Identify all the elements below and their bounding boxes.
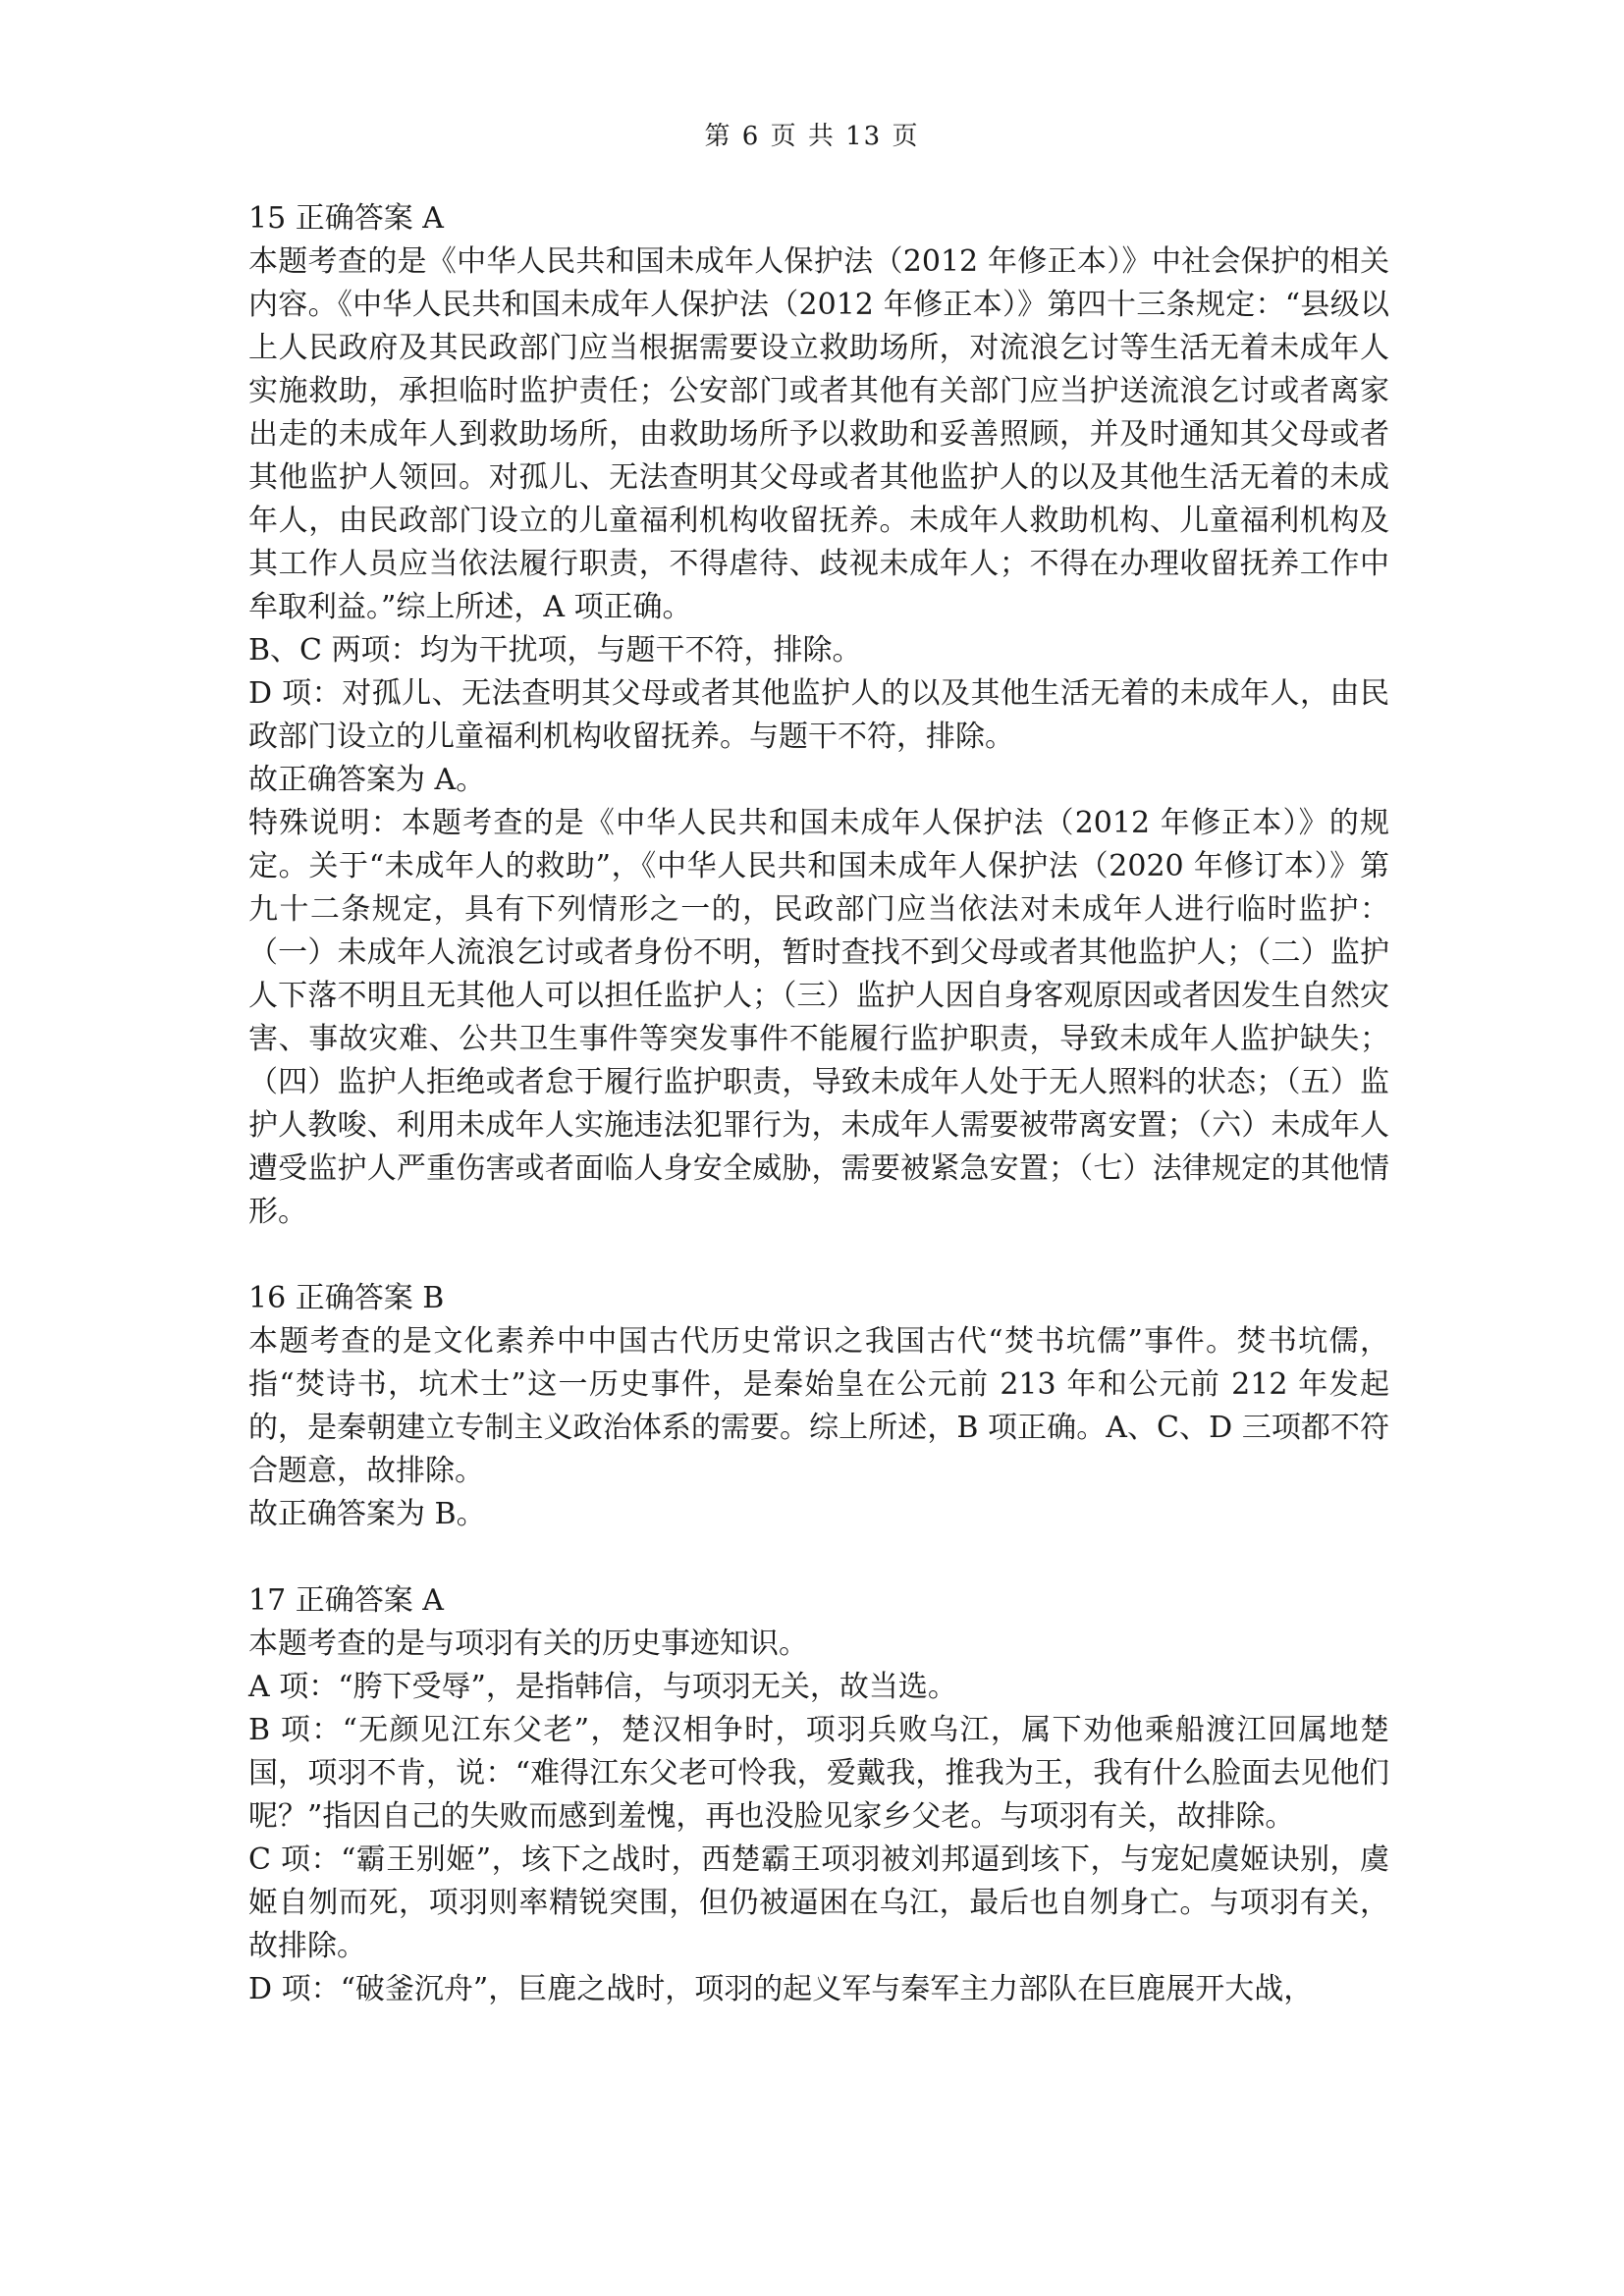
answer-title: 15 正确答案 A <box>248 201 444 236</box>
option-analysis: B 项：“无颜见江东父老”，楚汉相争时，项羽兵败乌江，属下劝他乘船渡江回属地楚国，项羽不肯，说：“难得江东父老可怜我，爱戴我，推我为王，我有什么脸面去见他们呢？”指因自己的失败而感到羞愧，再也没脸见家乡父老。与项羽有关，故排除。 <box>248 1713 1389 1834</box>
page-header: 第 6 页 共 13 页 <box>704 122 920 151</box>
answer-title: 16 正确答案 B <box>248 1281 445 1315</box>
option-analysis: A 项：“胯下受辱”，是指韩信，与项羽无关，故当选。 <box>248 1670 957 1704</box>
explanation-paragraph: 本题考查的是文化素养中中国古代历史常识之我国古代“焚书坑儒”事件。焚书坑儒，指“焚诗书，坑术士”这一历史事件，是秦始皇在公元前 213 年和公元前 212 年发起的，是秦朝建立专制主义政治体系的需要。综上所述，B 项正确。A、C、D 三项都不符合题意，故排除。 <box>248 1324 1389 1488</box>
document-body <box>248 197 1389 2011</box>
final-answer: 故正确答案为 A。 <box>248 763 486 797</box>
explanation-paragraph: 本题考查的是与项羽有关的历史事迹知识。 <box>248 1627 808 1661</box>
special-note: 特殊说明：本题考查的是《中华人民共和国未成年人保护法（2012 年修正本）》的规定。关于“未成年人的救助”，《中华人民共和国未成年人保护法（2020 年修订本）》第九十二条规定，具有下列情形之一的，民政部门应当依法对未成年人进行临时监护：（一）未成年人流浪乞讨或者身份不明，暂时查找不到父母或者其他监护人；（二）监护人下落不明且无其他人可以担任监护人；（三）监护人因自身客观原因或者因发生自然灾害、事故灾难、公共卫生事件等突发事件不能履行监护职责，导致未成年人监护缺失；（四）监护人拒绝或者怠于履行监护职责，导致未成年人处于无人照料的状态；（五）监护人教唆、利用未成年人实施违法犯罪行为，未成年人需要被带离安置；（六）未成年人遭受监护人严重伤害或者面临人身安全威胁，需要被紧急安置；（七）法律规定的其他情形。 <box>248 806 1389 1229</box>
answer-section-16 <box>248 1277 1389 1536</box>
explanation-paragraph: 本题考查的是《中华人民共和国未成年人保护法（2012 年修正本）》中社会保护的相关内容。《中华人民共和国未成年人保护法（2012 年修正本）》第四十三条规定：“县级以上人民政府及其民政部门应当根据需要设立救助场所，对流浪乞讨等生活无着未成年人实施救助，承担临时监护责任；公安部门或者其他有关部门应当护送流浪乞讨或者离家出走的未成年人到救助场所，由救助场所予以救助和妥善照顾，并及时通知其父母或者其他监护人领回。对孤儿、无法查明其父母或者其他监护人的以及其他生活无着的未成年人，由民政部门设立的儿童福利机构收留抚养。未成年人救助机构、儿童福利机构及其工作人员应当依法履行职责，不得虐待、歧视未成年人；不得在办理收留抚养工作中牟取利益。”综上所述，A 项正确。 <box>248 244 1389 624</box>
option-analysis: C 项：“霸王别姬”，垓下之战时，西楚霸王项羽被刘邦逼到垓下，与宠妃虞姬诀别，虞姬自刎而死，项羽则率精锐突围，但仍被逼困在乌江，最后也自刎身亡。与项羽有关，故排除。 <box>248 1842 1389 1963</box>
option-analysis: D 项：“破釜沉舟”，巨鹿之战时，项羽的起义军与秦军主力部队在巨鹿展开大战， <box>248 1972 1314 2006</box>
answer-section-15 <box>248 197 1389 1234</box>
option-analysis: B、C 两项：均为干扰项，与题干不符，排除。 <box>248 633 862 667</box>
answer-section-17 <box>248 1579 1389 2011</box>
option-analysis: D 项：对孤儿、无法查明其父母或者其他监护人的以及其他生活无着的未成年人，由民政部门设立的儿童福利机构收留抚养。与题干不符，排除。 <box>248 676 1389 754</box>
final-answer: 故正确答案为 B。 <box>248 1497 486 1531</box>
answer-title: 17 正确答案 A <box>248 1583 444 1618</box>
